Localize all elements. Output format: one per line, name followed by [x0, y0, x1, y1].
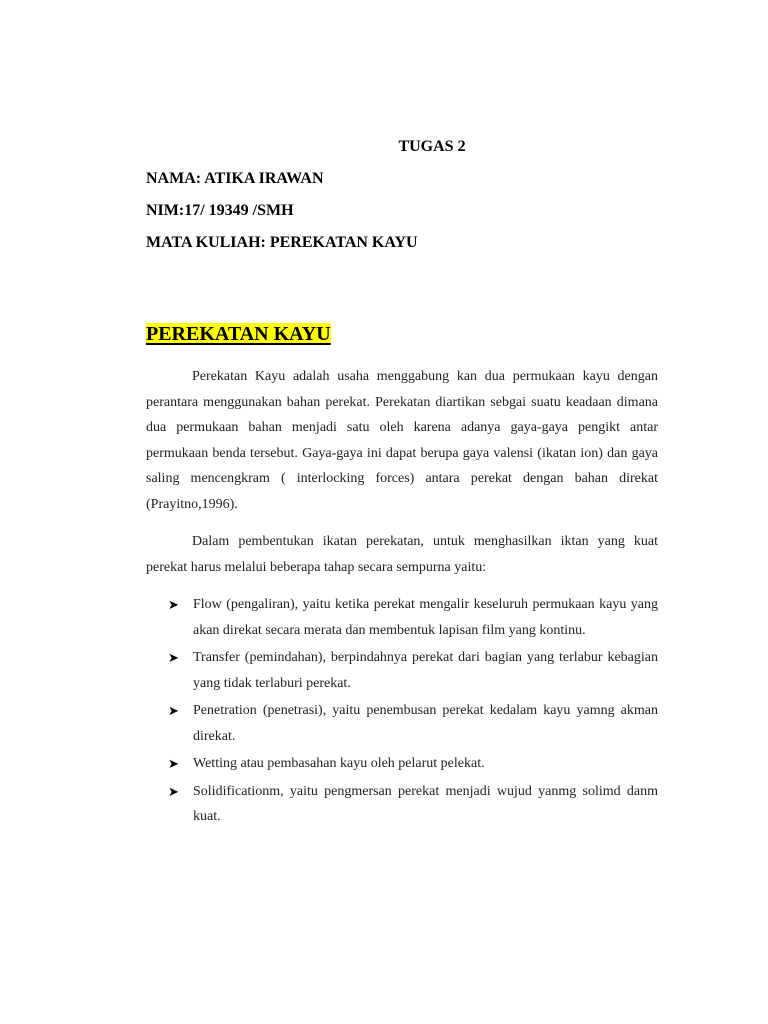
student-nim-line: NIM:17/ 19349 /SMH [146, 202, 294, 219]
arrowhead-bullet-icon: ➤ [168, 703, 179, 718]
arrowhead-bullet-icon: ➤ [168, 783, 179, 799]
stages-list [146, 592, 658, 830]
intro-paragraph: Perekatan Kayu adalah usaha menggabung kan dua permukaan kayu dengan perantara menggunakan bahan perekat. Perekatan diartikan sebgai suatu keadaan dimana dua permukaan bahan menjadi satu oleh karena adanya gaya-gaya pengikt antar permukaan benda tersebut. Gaya-gaya ini dapat berupa gaya valensi (ikatan ion) dan gaya saling mencengkram ( interlocking forces) antara perekat dengan bahan direkat (Prayitno,1996). [146, 369, 658, 512]
section-heading-text: PEREKATAN KAYU [146, 323, 331, 345]
list-item [168, 698, 658, 749]
arrowhead-bullet-icon: ➤ [168, 650, 179, 665]
list-item-text: Penetration (penetrasi), yaitu penembusan perekat kedalam kayu yamng akman direkat. [193, 703, 658, 744]
section-heading [146, 322, 331, 346]
list-item [168, 592, 658, 643]
arrowhead-bullet-icon: ➤ [168, 597, 179, 612]
list-item-text: Flow (pengaliran), yaitu ketika perekat mengalir keseluruh permukaan kayu yang akan direkat secara merata dan membentuk lapisan film yang kontinu. [193, 597, 658, 638]
list-item [168, 645, 658, 696]
assignment-title: TUGAS 2 [398, 138, 466, 155]
document-body [146, 364, 658, 832]
list-item [168, 779, 658, 830]
list-item-text: Transfer (pemindahan), berpindahnya perekat dari bagian yang terlabur kebagian yang tidak terlaburi perekat. [193, 650, 658, 691]
assignment-header [146, 137, 658, 265]
course-line: MATA KULIAH: PEREKATAN KAYU [146, 234, 418, 251]
student-name-line: NAMA: ATIKA IRAWAN [146, 170, 324, 187]
arrowhead-bullet-icon: ➤ [168, 756, 179, 771]
stages-paragraph: Dalam pembentukan ikatan perekatan, untuk menghasilkan iktan yang kuat perekat harus melalui beberapa tahap secara sempurna yaitu: [146, 534, 658, 575]
list-item-text: Solidificationm, yaitu pengmersan perekat menjadi wujud yanmg solimd danm kuat. [193, 783, 658, 824]
list-item [168, 751, 658, 777]
list-item-text: Wetting atau pembasahan kayu oleh pelarut pelekat. [193, 756, 485, 771]
